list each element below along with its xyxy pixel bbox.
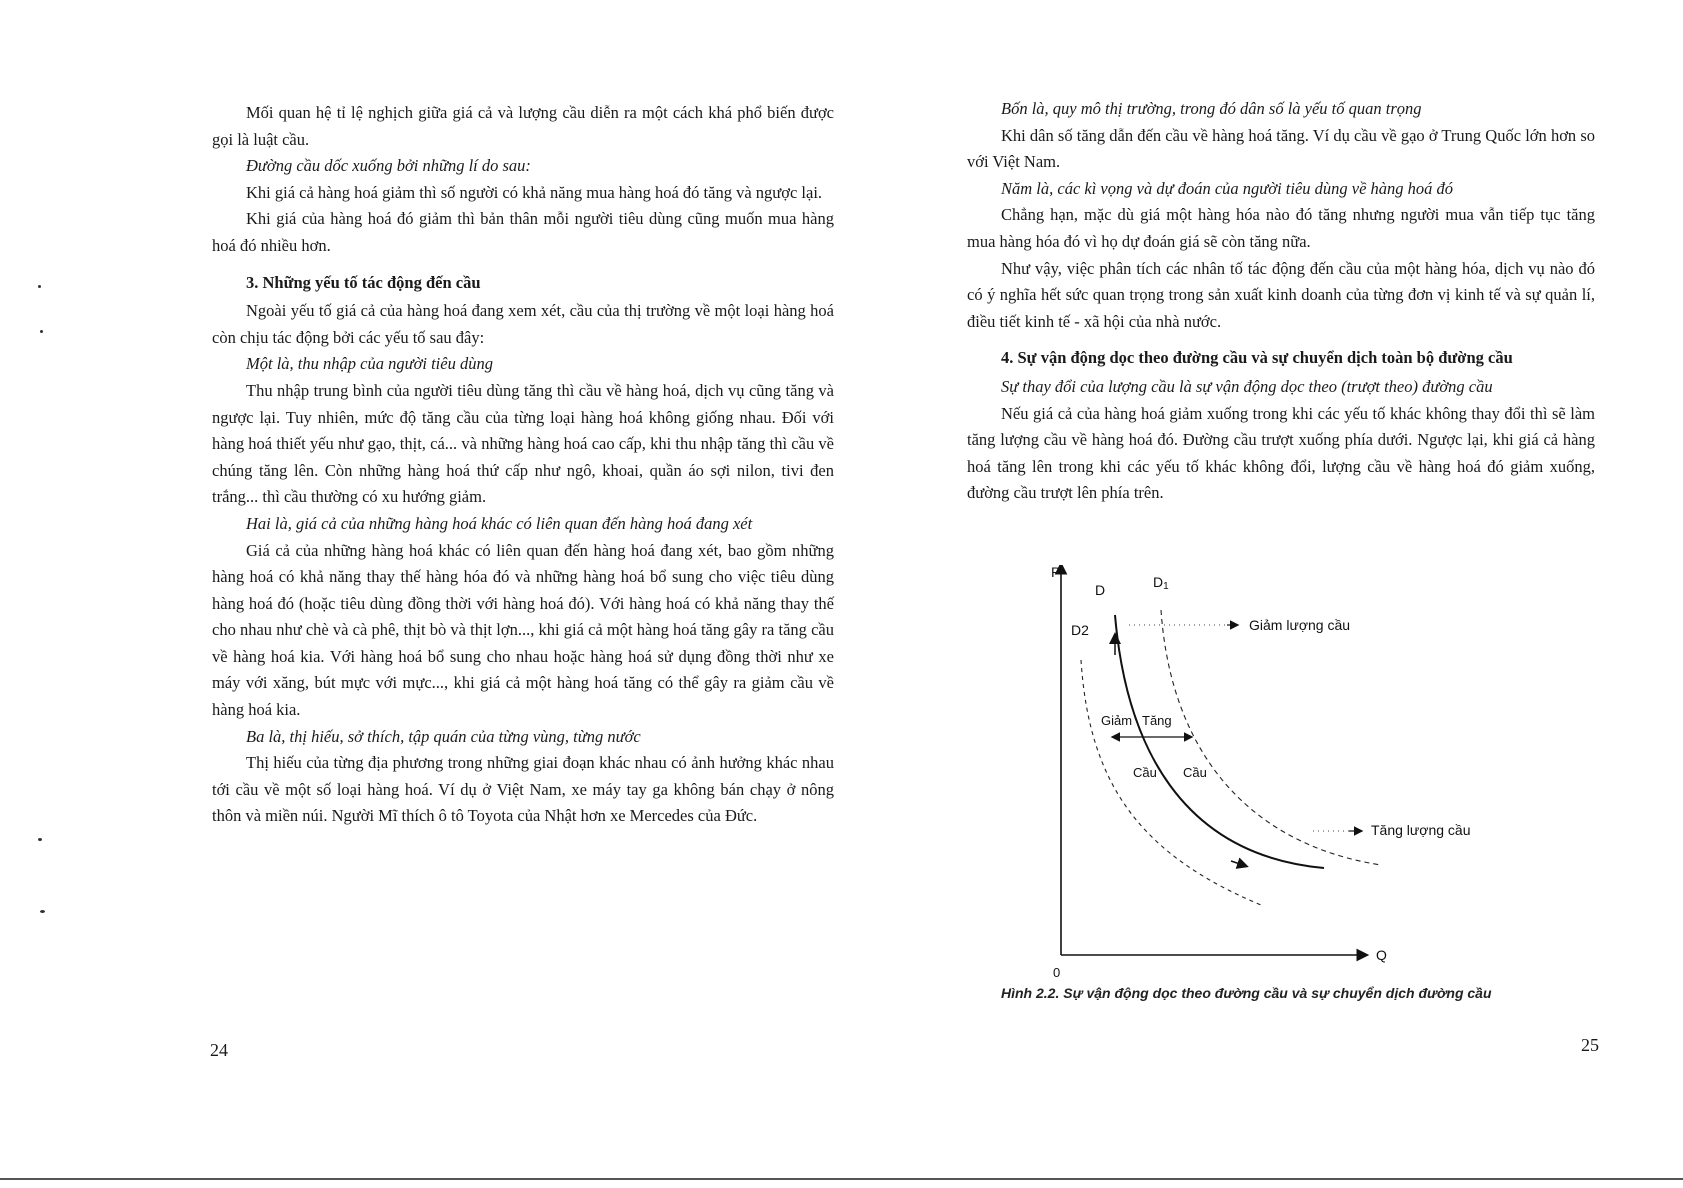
paragraph: Thị hiếu của từng địa phương trong những giai đoạn khác nhau có ảnh hưởng khác nhau tới cầu về một số loại hàng hoá. Ví dụ ở Việt Nam, xe máy tay ga không bán chạy ở nông thôn và miền núi. Người Mĩ thích ô tô Toyota của Nhật hơn xe Mercedes của Đức.: [212, 753, 834, 826]
paragraph: Ngoài yếu tố giá cả của hàng hoá đang xem xét, cầu của thị trường về một loại hàng hoá còn chịu tác động bởi các yếu tố sau đây:: [212, 301, 834, 347]
paragraph: Mối quan hệ tỉ lệ nghịch giữa giá cả và lượng cầu diễn ra một cách khá phổ biến được gọi là luật cầu.: [212, 103, 834, 149]
scan-speck: [38, 838, 42, 841]
demand-curve-d2: [1081, 660, 1261, 905]
italic-subheading: Bốn là, quy mô thị trường, trong đó dân số là yếu tố quan trọng: [1001, 99, 1422, 118]
italic-subheading: Một là, thu nhập của người tiêu dùng: [246, 354, 493, 374]
left-page-text: [212, 100, 834, 830]
curve-label-d1-sub: 1: [1163, 581, 1169, 592]
paragraph: Giá cả của những hàng hoá khác có liên quan đến hàng hoá đang xét, bao gồm những hàng hoá có khả năng thay thế hàng hóa đó và những hàng hoá bổ sung cho việc tiêu dùng hàng hoá đó (hoặc tiêu dùng đồng thời với hàng hoá đó). Với hàng hoá có khả năng thay thế cho nhau như chè và cà phê, thịt bò và thịt lợn..., khi giá cả một hàng hoá tăng gây ra tăng cầu về hàng hoá kia. Với hàng hoá bổ sung cho nhau hoặc hàng hoá sử dụng đồng thời như xe máy với xăng, bút mực với mực..., khi giá cả một hàng hoá tăng có thể gây ra giảm cầu về hàng hoá kia.: [212, 540, 834, 720]
move-down-arrow: [1231, 861, 1246, 866]
axis-p-label: P: [1051, 565, 1061, 580]
scan-speck: [40, 910, 45, 913]
italic-subheading: Năm là, các kì vọng và dự đoán của người tiêu dùng về hàng hoá đó: [1001, 178, 1454, 198]
paragraph: Khi giá cả hàng hoá giảm thì số người có khả năng mua hàng hoá đó tăng và ngược lại.: [246, 182, 823, 202]
label-cau-right: Cầu: [1183, 765, 1207, 780]
demand-curve-diagram: [1031, 565, 1571, 985]
italic-subheading: Sự thay đổi của lượng cầu là sự vận động dọc theo (trượt theo) đường cầu: [1001, 376, 1493, 396]
italic-subheading: Hai là, giá cả của những hàng hoá khác có liên quan đến hàng hoá đang xét: [246, 513, 753, 533]
paragraph: Nếu giá cả của hàng hoá giảm xuống trong khi các yếu tố khác không thay đổi thì sẽ làm tăng lượng cầu về hàng hoá đó. Đường cầu trượt xuống phía dưới. Ngược lại, khi giá cả hàng hoá tăng lên trong khi các yếu tố khác không đổi, lượng cầu về hàng hoá đó giảm xuống, đường cầu trượt lên phía trên.: [967, 403, 1595, 503]
right-page: [841, 0, 1683, 1188]
paragraph: Khi dân số tăng dẫn đến cầu về hàng hoá tăng. Ví dụ cầu về gạo ở Trung Quốc lớn hơn so với Việt Nam.: [967, 125, 1595, 172]
paragraph: Thu nhập trung bình của người tiêu dùng tăng thì cầu về hàng hoá, dịch vụ cũng tăng và ngược lại. Tuy nhiên, mức độ tăng cầu của từng loại hàng hoá không giống nhau. Đối với hàng hoá thiết yếu như gạo, thịt, cá... và những hàng hoá cao cấp, khi thu nhập tăng thì cầu về chúng tăng lên. Còn những hàng hoá thứ cấp như ngô, khoai, quần áo sợi nilon, tivi đen trắng... thì cầu thường có xu hướng giảm.: [212, 380, 834, 507]
figure-caption: Hình 2.2. Sự vận động dọc theo đường cầu và sự chuyển dịch đường cầu: [1001, 985, 1492, 1001]
scan-speck: [38, 285, 41, 288]
left-page: [0, 0, 841, 1188]
demand-curve-figure: [1031, 565, 1571, 1000]
demand-curve-d1: [1161, 610, 1381, 865]
page-number: 25: [1581, 1035, 1599, 1055]
scan-bottom-edge: [0, 1178, 1683, 1180]
section-heading: 4. Sự vận động dọc theo đường cầu và sự chuyển dịch toàn bộ đường cầu: [1001, 348, 1513, 368]
label-tang: Tăng: [1142, 713, 1172, 728]
curve-label-d1: [1153, 574, 1169, 592]
label-cau-left: Cầu: [1133, 765, 1157, 780]
page-number: 24: [210, 1040, 228, 1060]
italic-subheading: Đường cầu dốc xuống bởi những lí do sau:: [246, 156, 531, 176]
label-tang-luong-cau: Tăng lượng cầu: [1371, 822, 1471, 838]
label-giam-luong-cau: Giảm lượng cầu: [1249, 617, 1351, 633]
curve-label-d: D: [1095, 582, 1106, 598]
section-heading: 3. Những yếu tố tác động đến cầu: [246, 272, 481, 292]
paragraph: Như vậy, việc phân tích các nhân tố tác động đến cầu của một hàng hóa, dịch vụ nào đó có ý nghĩa hết sức quan trọng trong sản xuất kinh doanh của từng đơn vị kinh tế và sự quản lí, điều tiết kinh tế - xã hội của nhà nước.: [967, 258, 1595, 331]
scan-speck: [40, 330, 43, 333]
paragraph: Chẳng hạn, mặc dù giá một hàng hóa nào đó tăng nhưng người mua vẫn tiếp tục tăng mua hàng hóa đó vì họ dự đoán giá sẽ còn tăng nữa.: [967, 205, 1595, 251]
curve-label-d2: D2: [1071, 622, 1089, 638]
paragraph: Khi giá của hàng hoá đó giảm thì bản thân mỗi người tiêu dùng cũng muốn mua hàng hoá đó nhiều hơn.: [212, 209, 834, 255]
italic-subheading: Ba là, thị hiếu, sở thích, tập quán của từng vùng, từng nước: [246, 726, 641, 746]
right-page-text: [967, 96, 1595, 507]
demand-curve-d: [1115, 615, 1324, 868]
axis-q-label: Q: [1376, 947, 1387, 963]
curve-label-d1-letter: D: [1153, 574, 1164, 590]
origin-label: 0: [1053, 965, 1061, 980]
label-giam: Giảm: [1101, 713, 1133, 728]
